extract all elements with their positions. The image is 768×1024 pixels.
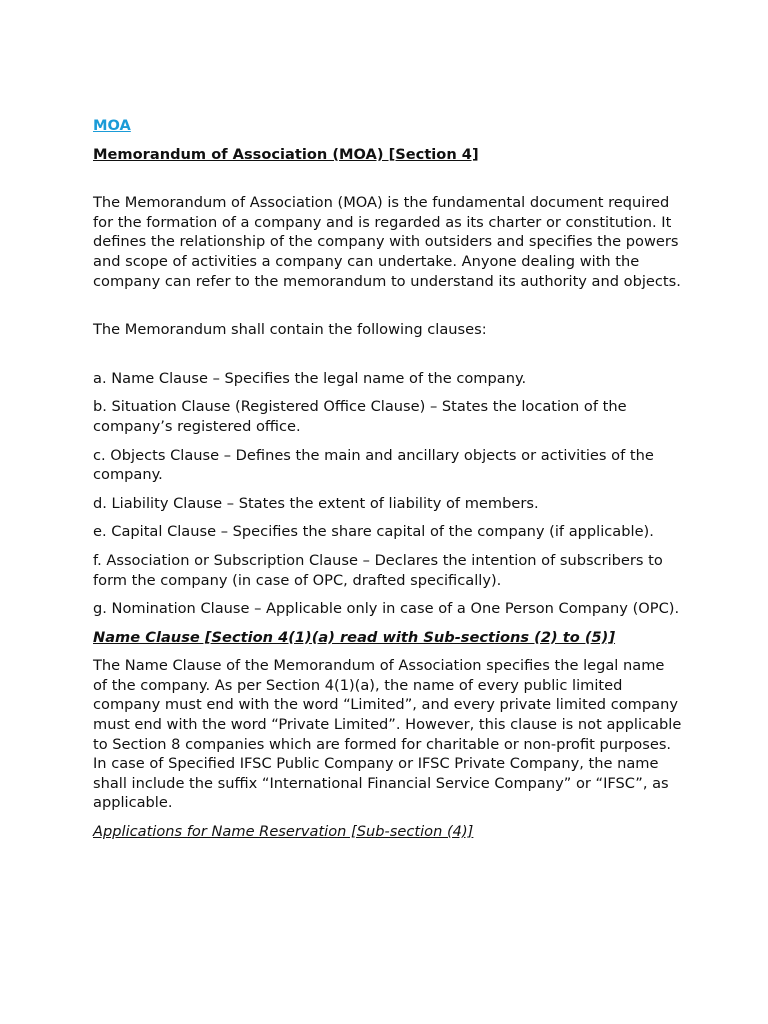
list-item: b. Situation Clause (Registered Office Clause) – States the location of the company’s registered office. [93,398,627,435]
moa-link[interactable]: MOA [93,117,131,134]
clause-list [93,369,683,619]
spacer [93,291,683,320]
list-item: e. Capital Clause – Specifies the share capital of the company (if applicable). [93,523,654,541]
list-item: a. Name Clause – Specifies the legal name of the company. [93,369,527,387]
spacer [93,340,683,369]
spacer [93,164,683,193]
list-item: f. Association or Subscription Clause – Declares the intention of subscribers to form the company (in case of OPC, drafted specifically). [93,551,663,589]
list-item: d. Liability Clause – States the extent of liability of members. [93,494,539,512]
intro-paragraph: The Memorandum of Association (MOA) is the fundamental document required for the formation of a company and is regarded as its charter or constitution. It defines the relationship of the company with outsiders and specifies the powers and scope of activities a company can undertake. Anyone dealing with the company can refer to the memorandum to understand its authority and objects. [93,194,681,290]
document-page [93,116,683,842]
list-item: g. Nomination Clause – Applicable only in case of a One Person Company (OPC). [93,600,680,618]
name-reservation-heading: Applications for Name Reservation [Sub-section (4)] [93,823,474,841]
name-clause-paragraph: The Name Clause of the Memorandum of Association specifies the legal name of the company. As per Section 4(1)(a), the name of every public limited company must end with the word “Limited”, and every private limited company must end with the word “Private Limited”. However, this clause is not applicable to Section 8 companies which are formed for charitable or non-profit purposes. In case of Specified IFSC Public Company or IFSC Private Company, the name shall include the suffix “International Financial Service Company” or “IFSC”, as applicable. [93,657,682,812]
clauses-intro: The Memorandum shall contain the following clauses: [93,321,487,339]
list-item: c. Objects Clause – Defines the main and ancillary objects or activities of the company. [93,446,654,484]
name-clause-heading: Name Clause [Section 4(1)(a) read with Sub-sections (2) to (5)] [93,628,616,646]
document-title: Memorandum of Association (MOA) [Section 4] [93,145,479,163]
